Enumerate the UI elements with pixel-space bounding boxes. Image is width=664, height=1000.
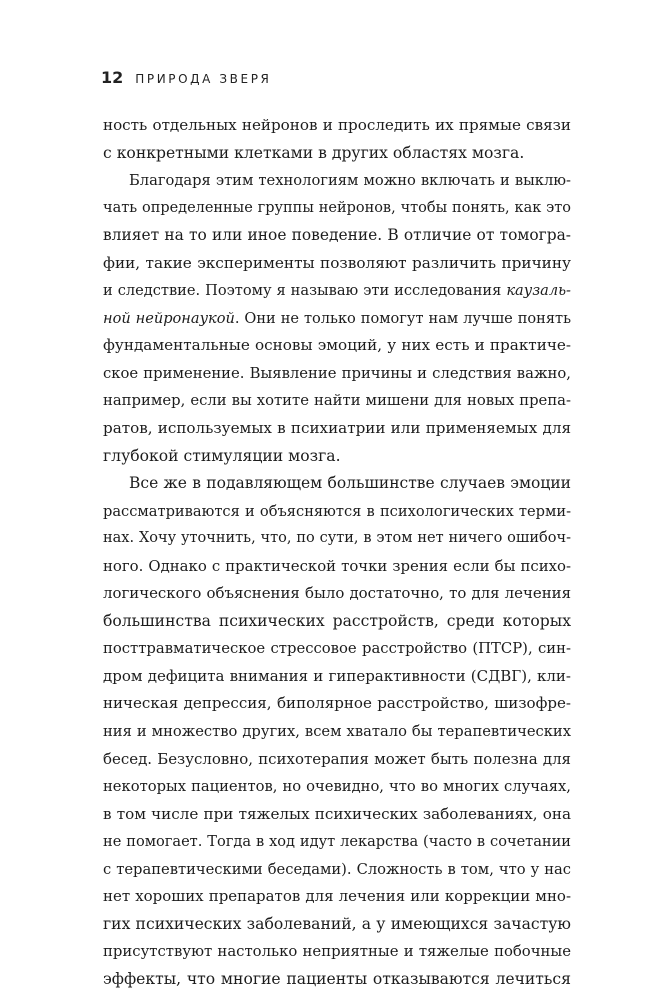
running-title: ПРИРОДА ЗВЕРЯ	[135, 72, 272, 86]
text-line: логического объяснения было достаточно, то для лечения	[103, 584, 571, 603]
running-header	[101, 68, 271, 87]
text-line: нах. Хочу уточнить, что, по сути, в этом нет ничего ошибоч-	[103, 530, 571, 547]
text-line: нет хороших препаратов для лечения или коррекции мно-	[103, 887, 571, 906]
text-line: эффекты, что многие пациенты отказываются лечиться	[103, 969, 571, 988]
text-line: ного. Однако с практической точки зрения если бы психо-	[103, 556, 571, 575]
text-line: рассматриваются и объясняются в психологических терми-	[103, 502, 571, 520]
text-line: влияет на то или иное поведение. В отличие от томогра-	[103, 226, 571, 245]
text-line: некоторых пациентов, но очевидно, что во многих случаях,	[103, 778, 571, 796]
page-number: 12	[101, 68, 124, 87]
text-fragment: . Они не только помогут нам лучше понять	[234, 309, 571, 327]
italic-term: каузаль-	[506, 282, 571, 300]
italic-term: ной нейронаукой	[103, 309, 235, 327]
text-line	[103, 277, 571, 305]
text-line	[103, 305, 571, 333]
text-line: гих психических заболеваний, а у имеющихся зачастую	[103, 914, 571, 933]
text-line: бесед. Безусловно, психотерапия может быть полезна для	[103, 749, 571, 768]
text-line: присутствуют настолько неприятные и тяжелые побочные	[103, 943, 571, 961]
text-line: ния и множество других, всем хватало бы терапевтических	[103, 723, 571, 741]
text-line: ское применение. Выявление причины и следствия важно,	[103, 364, 571, 382]
text-line: чать определенные группы нейронов, чтобы понять, как это	[103, 199, 571, 216]
body-text	[103, 112, 571, 994]
text-line: большинства психических расстройств, среди которых	[103, 611, 571, 630]
text-line: Благодаря этим технологиям можно включать и выклю-	[129, 172, 571, 190]
text-line: с конкретными клетками в других областях мозга.	[103, 143, 525, 162]
text-fragment: и следствие. Поэтому я называю эти исследования	[103, 282, 502, 300]
text-line: ратов, используемых в психиатрии или применяемых для	[103, 419, 571, 438]
text-line: с терапевтическими беседами). Сложность в том, что у нас	[103, 860, 571, 878]
text-line: дром дефицита внимания и гиперактивности (СДВГ), кли-	[103, 666, 571, 685]
text-line: не помогает. Тогда в ход идут лекарства (часто в сочетании	[103, 833, 571, 851]
text-line: фундаментальные основы эмоций, у них есть и практиче-	[103, 336, 571, 355]
text-line: фии, такие эксперименты позволяют различить причину	[103, 253, 571, 272]
text-line: ническая депрессия, биполярное расстройство, шизофре-	[103, 694, 571, 713]
text-line: ность отдельных нейронов и проследить их прямые связи	[103, 116, 571, 134]
text-line: глубокой стимуляции мозга.	[103, 446, 341, 465]
text-line: например, если вы хотите найти мишени для новых препа-	[103, 392, 571, 410]
text-line: посттравматическое стрессовое расстройство (ПТСР), син-	[103, 640, 571, 658]
text-line: в том числе при тяжелых психических заболеваниях, она	[103, 804, 571, 823]
text-line: Все же в подавляющем большинстве случаев эмоции	[129, 474, 571, 493]
